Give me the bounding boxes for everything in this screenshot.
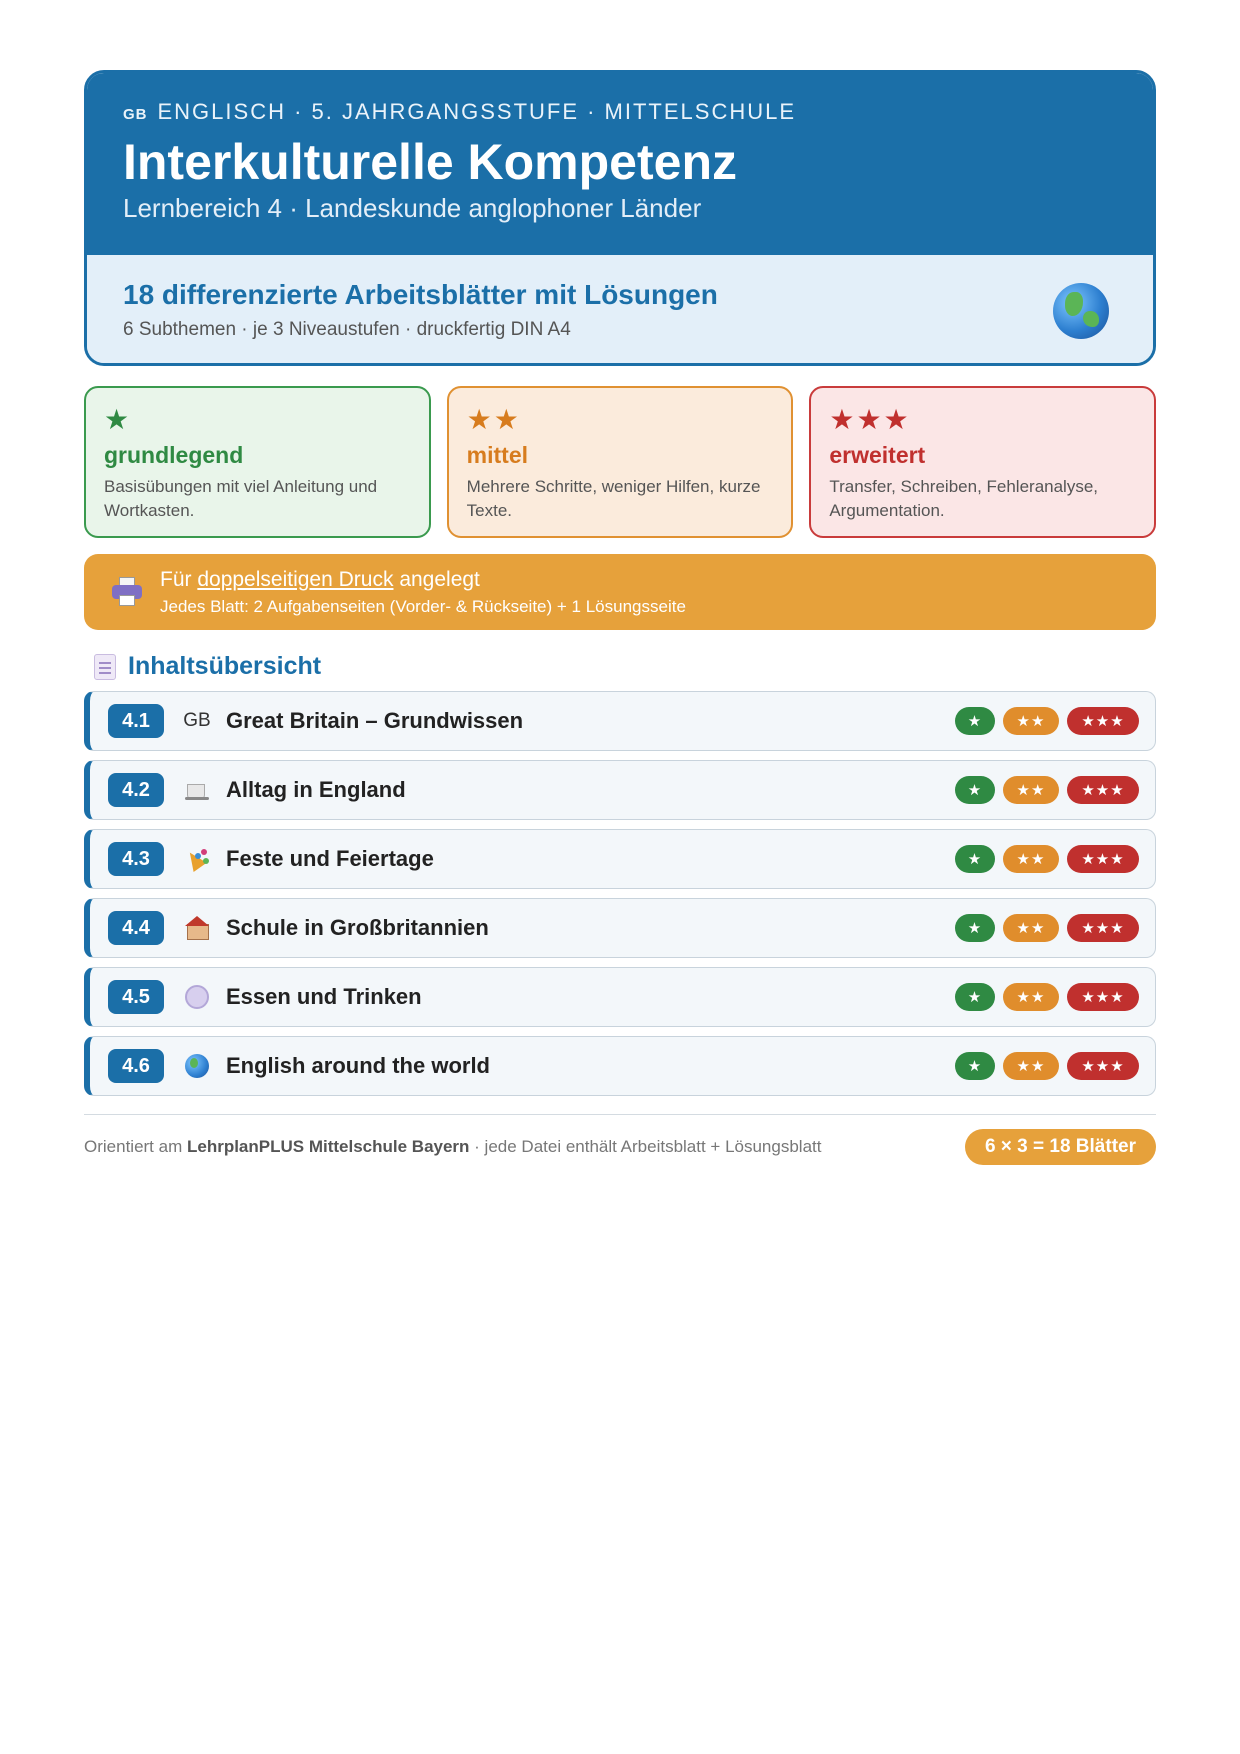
badge-level-2: ★★ xyxy=(1003,845,1059,873)
badge-level-1: ★ xyxy=(955,845,995,873)
topic-title: English around the world xyxy=(226,1053,490,1078)
level-description: Mehrere Schritte, weniger Hilfen, kurze Texte. xyxy=(466,477,761,520)
badge-level-2: ★★ xyxy=(1003,776,1059,804)
school-icon xyxy=(184,916,210,940)
toc-heading xyxy=(84,652,1156,681)
badge-level-2: ★★ xyxy=(1003,707,1059,735)
badge-level-3: ★★★ xyxy=(1067,776,1139,804)
topic-number: 4.6 xyxy=(108,1049,164,1083)
badge-level-1: ★ xyxy=(955,1052,995,1080)
level-badges xyxy=(955,983,1139,1011)
star-icon: ★★ xyxy=(466,404,521,435)
topic-number: 4.2 xyxy=(108,773,164,807)
topic-number: 4.5 xyxy=(108,980,164,1014)
badge-level-1: ★ xyxy=(955,707,995,735)
badge-level-1: ★ xyxy=(955,776,995,804)
globe-icon xyxy=(185,1054,209,1078)
header-card xyxy=(84,70,1156,366)
page-title: Interkulturelle Kompetenz xyxy=(123,134,737,190)
toc-item-4-1[interactable] xyxy=(84,691,1156,751)
footer-prefix: Orientiert am xyxy=(84,1137,183,1156)
badge-level-3: ★★★ xyxy=(1067,914,1139,942)
printer-icon xyxy=(112,577,142,607)
topic-title: Schule in Großbritannien xyxy=(226,915,489,940)
level-badges xyxy=(955,1052,1139,1080)
topic-title: Alltag in England xyxy=(226,777,406,802)
topic-number: 4.1 xyxy=(108,704,164,738)
page xyxy=(84,70,1156,1165)
badge-level-3: ★★★ xyxy=(1067,1052,1139,1080)
badge-level-1: ★ xyxy=(955,914,995,942)
highlight-title: 18 differenzierte Arbeitsblätter mit Lösungen xyxy=(123,279,718,310)
toc-item-4-2[interactable] xyxy=(84,760,1156,820)
footer-text xyxy=(84,1137,821,1157)
badge-level-3: ★★★ xyxy=(1067,983,1139,1011)
toc-title: Inhaltsübersicht xyxy=(128,652,322,680)
sheet-count-badge: 6 × 3 = 18 Blätter xyxy=(965,1129,1156,1165)
badge-level-1: ★ xyxy=(955,983,995,1011)
level-description: Basisübungen mit viel Anleitung und Wortkasten. xyxy=(104,477,378,520)
level-title: erweitert xyxy=(829,442,926,468)
level-badges xyxy=(955,845,1139,873)
print-banner-text xyxy=(160,568,686,617)
badge-level-2: ★★ xyxy=(1003,983,1059,1011)
level-title: mittel xyxy=(466,442,529,468)
highlight-box xyxy=(87,255,1153,363)
level-badges xyxy=(955,914,1139,942)
print-link[interactable]: doppelseitigen Druck xyxy=(197,567,394,591)
page-subtitle: Lernbereich 4 · Landeskunde anglophoner Länder xyxy=(123,193,702,223)
gb-flag-icon: GB xyxy=(183,710,211,731)
gb-flag-label: GB xyxy=(123,106,148,123)
badge-level-3: ★★★ xyxy=(1067,707,1139,735)
topic-title: Great Britain – Grundwissen xyxy=(226,708,524,733)
topic-number: 4.3 xyxy=(108,842,164,876)
star-icon: ★ xyxy=(104,404,132,435)
footer-suffix: · jede Datei enthält Arbeitsblatt + Lösungsblatt xyxy=(474,1137,822,1156)
level-card-mittel xyxy=(447,386,794,538)
level-card-grundlegend xyxy=(84,386,431,538)
highlight-subtitle: 6 Subthemen · je 3 Niveaustufen · druckfertig DIN A4 xyxy=(123,319,571,340)
footer xyxy=(84,1114,1156,1165)
print-detail: Jedes Blatt: 2 Aufgabenseiten (Vorder- & Rückseite) + 1 Lösungsseite xyxy=(160,596,686,616)
eyebrow-text: ENGLISCH · 5. JAHRGANGSSTUFE · MITTELSCHULE xyxy=(157,99,797,124)
level-description: Transfer, Schreiben, Fehleranalyse, Argumentation. xyxy=(829,477,1099,520)
document-icon xyxy=(94,654,116,680)
level-card-erweitert xyxy=(809,386,1156,538)
topic-title: Feste und Feiertage xyxy=(226,846,434,871)
print-prefix: Für xyxy=(160,567,192,591)
level-title: grundlegend xyxy=(104,442,244,468)
toc-item-4-4[interactable] xyxy=(84,898,1156,958)
badge-level-2: ★★ xyxy=(1003,1052,1059,1080)
star-icon: ★★★ xyxy=(829,404,911,435)
level-cards xyxy=(84,386,1156,538)
print-banner xyxy=(84,554,1156,630)
globe-icon xyxy=(1053,283,1109,339)
toc-item-4-6[interactable] xyxy=(84,1036,1156,1096)
toc-item-4-5[interactable] xyxy=(84,967,1156,1027)
topic-number: 4.4 xyxy=(108,911,164,945)
toc-list xyxy=(84,691,1156,1096)
tea-cup-icon xyxy=(185,780,209,800)
party-popper-icon xyxy=(185,847,209,871)
footer-curriculum: LehrplanPLUS Mittelschule Bayern xyxy=(186,1137,470,1156)
toc-item-4-3[interactable] xyxy=(84,829,1156,889)
eyebrow xyxy=(123,99,1117,125)
print-suffix: angelegt xyxy=(399,567,480,591)
plate-icon xyxy=(185,985,209,1009)
topic-title: Essen und Trinken xyxy=(226,984,422,1009)
badge-level-2: ★★ xyxy=(1003,914,1059,942)
badge-level-3: ★★★ xyxy=(1067,845,1139,873)
level-badges xyxy=(955,707,1139,735)
level-badges xyxy=(955,776,1139,804)
header-banner xyxy=(87,73,1153,255)
